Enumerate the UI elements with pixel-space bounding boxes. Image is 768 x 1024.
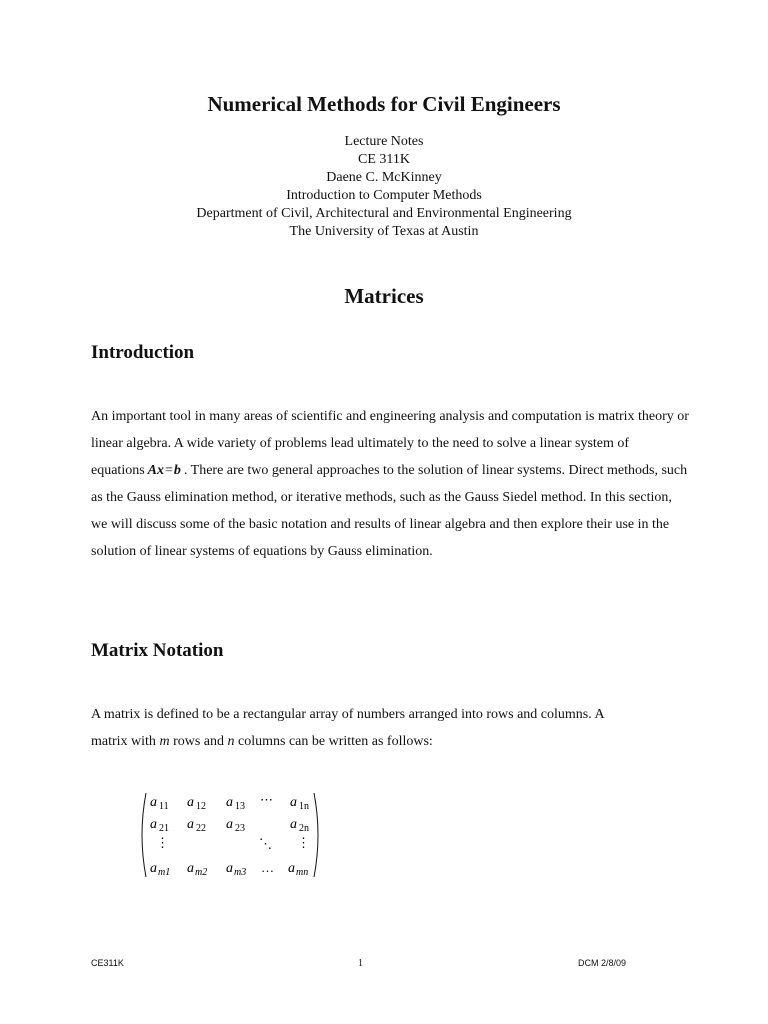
matrix-entry-a12 <box>187 795 206 812</box>
introduction-paragraph <box>91 403 691 565</box>
equation-ax-b <box>145 463 184 478</box>
svg-text:11: 11 <box>159 801 169 812</box>
matrix-coln-vdots: ⋮ <box>297 835 310 850</box>
svg-text:a: a <box>226 795 233 810</box>
svg-text:21: 21 <box>159 823 169 834</box>
matrix-entry-am3 <box>226 861 246 878</box>
svg-text:mn: mn <box>296 867 309 878</box>
notation-m: m <box>159 734 170 749</box>
svg-text:m2: m2 <box>195 867 208 878</box>
matrix-row1-hdots: ⋯ <box>260 792 273 807</box>
svg-text:a: a <box>187 861 194 876</box>
matrix-right-paren <box>314 793 318 877</box>
eq-equals: = <box>165 463 173 478</box>
matrix-entry-a23 <box>226 817 245 834</box>
matrix-row4-dots: … <box>261 860 274 875</box>
svg-text:a: a <box>150 861 157 876</box>
svg-text:a: a <box>150 795 157 810</box>
matrix-entry-a13 <box>226 795 245 812</box>
eq-b: b <box>173 463 181 478</box>
matrix-entry-a21 <box>150 817 169 834</box>
document-title: Numerical Methods for Civil Engineers <box>207 92 561 116</box>
section-title: Matrices <box>344 284 424 308</box>
svg-text:a: a <box>290 817 297 832</box>
footer-page-number: 1 <box>358 958 363 969</box>
footer-course: CE311K <box>91 958 124 968</box>
matrix-entry-a11 <box>150 795 169 812</box>
header-line-department: Department of Civil, Architectural and Environmental Engineering <box>196 206 572 221</box>
svg-text:13: 13 <box>235 801 245 812</box>
notation-n: n <box>227 734 235 749</box>
introduction-heading: Introduction <box>91 342 195 363</box>
matrix-entry-a22 <box>187 817 206 834</box>
svg-text:1n: 1n <box>299 801 309 812</box>
svg-text:a: a <box>290 795 297 810</box>
header-line-course-code: CE 311K <box>358 152 410 167</box>
notation-text-b: rows and <box>169 734 228 749</box>
intro-text-after-equation: . There are two general approaches to the solution of linear systems. Direct methods, such as the Gauss elimination method, or iterative methods, such as the Gauss Siedel method. In this section, we will discuss some of the basic notation and results of linear algebra and then explore their use in the solution of linear systems of equations by Gauss elimination. <box>91 463 688 559</box>
matrix-diagonal-dots: ⋱ <box>259 836 272 851</box>
header-line-lecture-notes: Lecture Notes <box>344 134 424 149</box>
matrix-entry-am1 <box>150 861 170 878</box>
general-matrix <box>140 790 320 880</box>
svg-text:m1: m1 <box>158 867 171 878</box>
matrix-entry-am2 <box>187 861 207 878</box>
svg-text:22: 22 <box>196 823 206 834</box>
notation-line-1: A matrix is defined to be a rectangular array of numbers arranged into rows and columns. A <box>91 707 605 722</box>
header-block <box>0 133 768 241</box>
svg-text:23: 23 <box>235 823 245 834</box>
header-line-course-name: Introduction to Computer Methods <box>286 188 482 203</box>
matrix-entry-amn <box>288 861 308 878</box>
eq-x: x <box>157 463 164 478</box>
svg-text:12: 12 <box>196 801 206 812</box>
matrix-notation-heading: Matrix Notation <box>91 640 224 661</box>
svg-text:2n: 2n <box>299 823 309 834</box>
matrix-entry-a1n <box>290 795 309 812</box>
svg-text:a: a <box>226 861 233 876</box>
svg-text:a: a <box>150 817 157 832</box>
header-line-university: The University of Texas at Austin <box>289 224 479 239</box>
footer-author-date: DCM 2/8/09 <box>578 958 627 968</box>
svg-text:a: a <box>187 795 194 810</box>
matrix-notation-paragraph <box>91 701 691 755</box>
svg-text:a: a <box>226 817 233 832</box>
eq-a: A <box>147 463 157 478</box>
svg-text:a: a <box>187 817 194 832</box>
notation-text-a: matrix with <box>91 734 160 749</box>
matrix-entry-a2n <box>290 817 309 834</box>
matrix-col1-vdots: ⋮ <box>156 835 169 850</box>
notation-text-c: columns can be written as follows: <box>234 734 433 749</box>
svg-text:m3: m3 <box>234 867 247 878</box>
matrix-left-paren <box>142 793 146 877</box>
header-line-author: Daene C. McKinney <box>326 170 442 185</box>
svg-text:a: a <box>288 861 295 876</box>
intro-text-before-equation: An important tool in many areas of scientific and engineering analysis and computation is matrix theory or linear algebra. A wide variety of problems lead ultimately to the need to solve a linear system of equations <box>91 409 689 478</box>
